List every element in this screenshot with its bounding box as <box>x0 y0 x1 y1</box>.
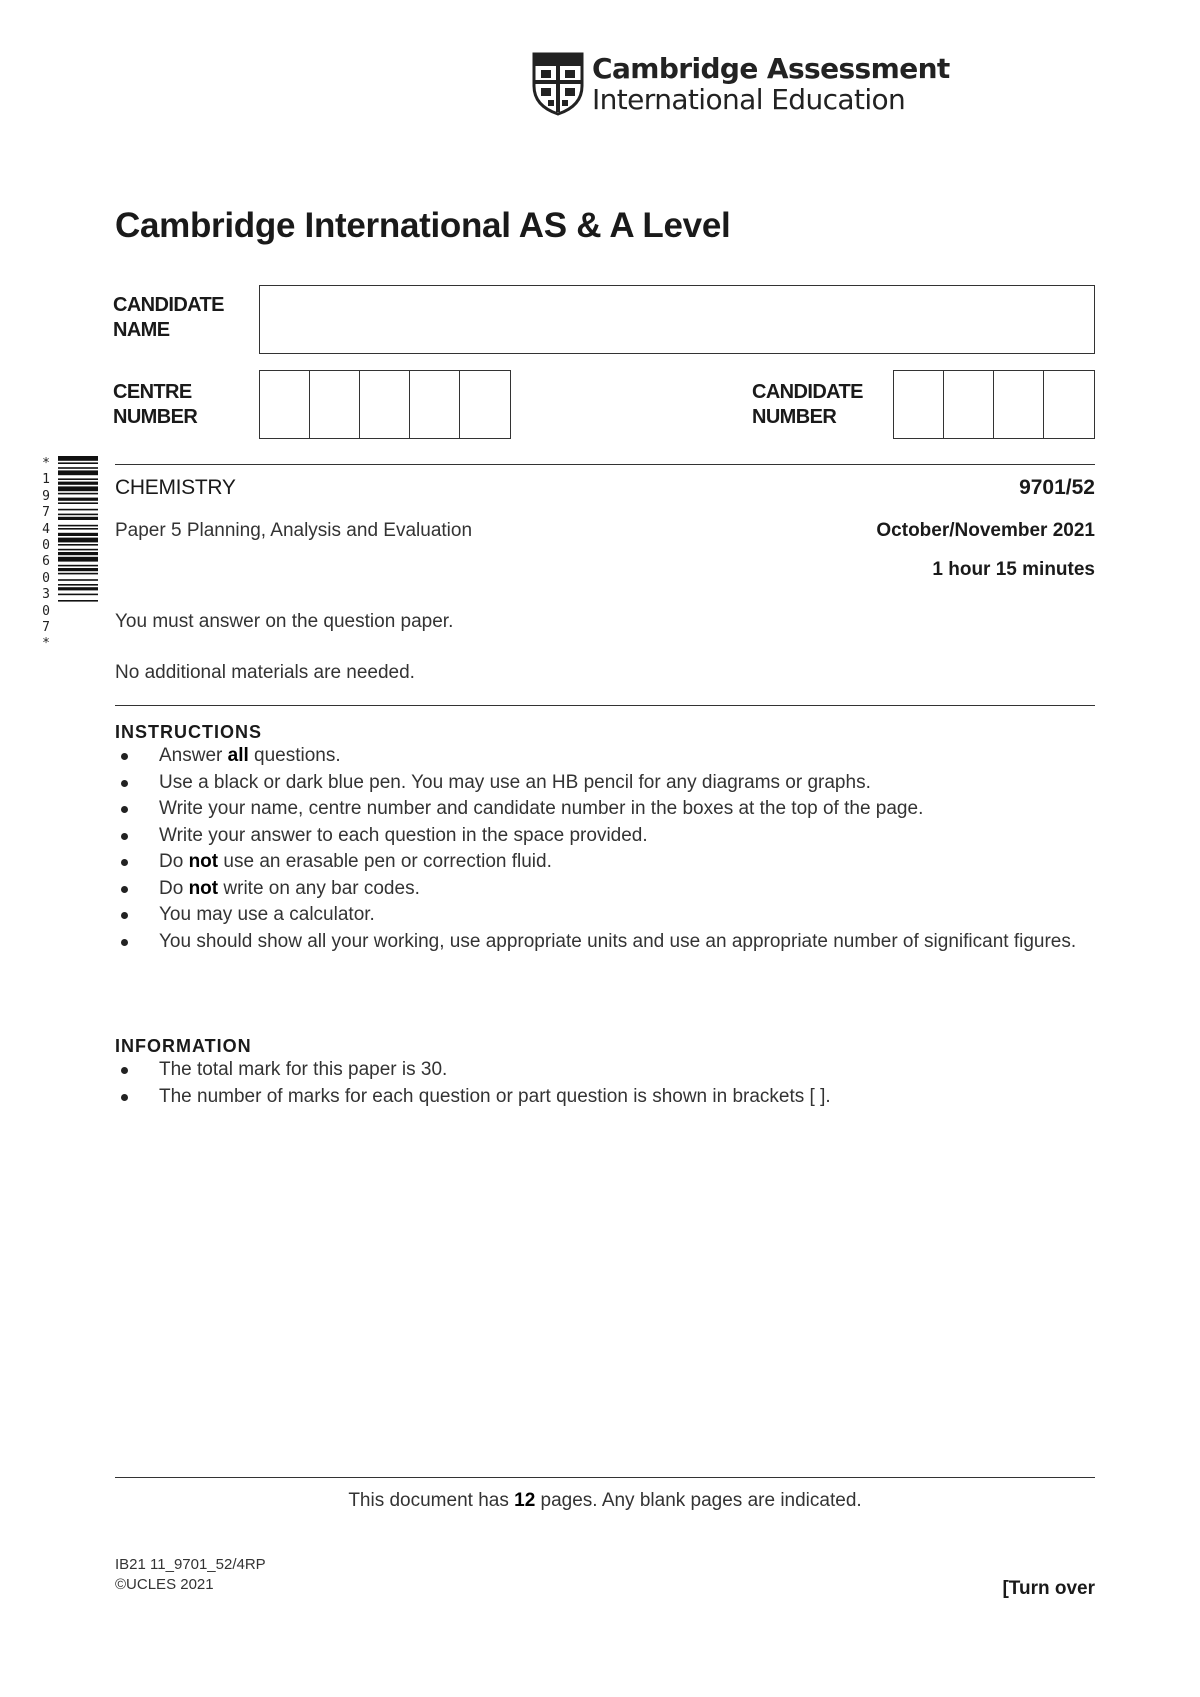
barcode-bar <box>58 502 98 504</box>
qualification-title: Cambridge International AS & A Level <box>115 206 731 245</box>
barcode-bar <box>58 584 98 586</box>
candidate-number-cell[interactable] <box>944 371 994 438</box>
candidate-number-cell[interactable] <box>894 371 944 438</box>
centre-number-cell[interactable] <box>460 371 510 438</box>
logo-line-2: International Education <box>592 83 906 116</box>
candidate-name-field[interactable] <box>259 285 1095 354</box>
subject: CHEMISTRY <box>115 476 236 499</box>
barcode-bar <box>58 549 98 551</box>
barcode-bar <box>58 517 98 520</box>
instructions-heading: INSTRUCTIONS <box>115 722 262 742</box>
page-count-note: This document has 12 pages. Any blank pages are indicated. <box>348 1490 862 1511</box>
materials-note: No additional materials are needed. <box>115 662 415 683</box>
barcode-bar <box>58 544 98 546</box>
barcode-bar <box>58 579 98 581</box>
barcode-bar <box>58 462 98 464</box>
barcode-bar <box>58 573 98 575</box>
candidate-name-label: CANDIDATE NAME <box>113 294 224 341</box>
cambridge-crest-icon <box>532 52 584 116</box>
candidate-number-boxes[interactable] <box>893 370 1095 439</box>
turn-over: [Turn over <box>1002 1578 1095 1599</box>
barcode-bar <box>58 587 98 590</box>
instruction-item: Use a black or dark blue pen. You may use an HB pencil for any diagrams or graphs. <box>115 770 1105 797</box>
barcode-bar <box>58 525 98 527</box>
barcode-bar <box>58 565 98 567</box>
centre-number-cell[interactable] <box>310 371 360 438</box>
barcode <box>58 456 98 686</box>
instruction-item: Answer all questions. <box>115 743 1105 770</box>
barcode-bar <box>58 482 98 485</box>
barcode-bar <box>58 486 98 491</box>
instruction-item: Do not use an erasable pen or correction fluid. <box>115 849 1105 876</box>
barcode-bar <box>58 498 98 501</box>
paper-title: Paper 5 Planning, Analysis and Evaluation <box>115 520 473 541</box>
barcode-bar <box>58 514 98 516</box>
information-list <box>115 1057 1105 1110</box>
centre-number-cell[interactable] <box>410 371 460 438</box>
centre-number-cell[interactable] <box>360 371 410 438</box>
barcode-bar <box>58 533 98 536</box>
barcode-bar <box>58 509 98 511</box>
instruction-item: Do not write on any bar codes. <box>115 876 1105 903</box>
logo-line-1: Cambridge Assessment <box>592 52 950 85</box>
instructions-list <box>115 743 1105 955</box>
barcode-bar <box>58 568 98 571</box>
instruction-item: You should show all your working, use appropriate units and use an appropriate number of significant figures. <box>115 929 1105 956</box>
barcode-bar <box>58 493 98 495</box>
instruction-item: Write your answer to each question in the space provided. <box>115 823 1105 850</box>
divider <box>115 1477 1095 1478</box>
barcode-bar <box>58 528 98 530</box>
document-code: IB21 11_9701_52/4RP <box>115 1556 266 1573</box>
syllabus-code: 9701/52 <box>1019 476 1095 499</box>
divider <box>115 705 1095 706</box>
exam-duration: 1 hour 15 minutes <box>932 559 1095 580</box>
exam-session: October/November 2021 <box>876 520 1095 541</box>
barcode-bar <box>58 538 98 543</box>
centre-number-boxes[interactable] <box>259 370 511 439</box>
barcode-bar <box>58 552 98 555</box>
information-heading: INFORMATION <box>115 1036 252 1056</box>
instruction-item: Write your name, centre number and candidate number in the boxes at the top of the page. <box>115 796 1105 823</box>
instruction-item: You may use a calculator. <box>115 902 1105 929</box>
barcode-digits: * 1 9 7 4 0 6 0 3 0 7 * <box>42 456 50 652</box>
candidate-number-label: CANDIDATE NUMBER <box>752 381 863 428</box>
barcode-bar <box>58 557 98 562</box>
barcode-bar <box>58 594 98 596</box>
copyright: ©UCLES 2021 <box>115 1576 214 1593</box>
divider <box>115 464 1095 465</box>
candidate-number-cell[interactable] <box>1044 371 1094 438</box>
information-item: The total mark for this paper is 30. <box>115 1057 1105 1084</box>
barcode-bar <box>58 467 98 469</box>
candidate-number-cell[interactable] <box>994 371 1044 438</box>
cambridge-logo <box>532 52 950 116</box>
information-item: The number of marks for each question or part question is shown in brackets [ ]. <box>115 1084 1105 1111</box>
centre-number-cell[interactable] <box>260 371 310 438</box>
answer-note: You must answer on the question paper. <box>115 611 454 632</box>
barcode-bar <box>58 600 98 602</box>
centre-number-label: CENTRE NUMBER <box>113 381 198 428</box>
barcode-bar <box>58 470 98 475</box>
barcode-bar <box>58 456 98 461</box>
barcode-bar <box>58 478 98 480</box>
